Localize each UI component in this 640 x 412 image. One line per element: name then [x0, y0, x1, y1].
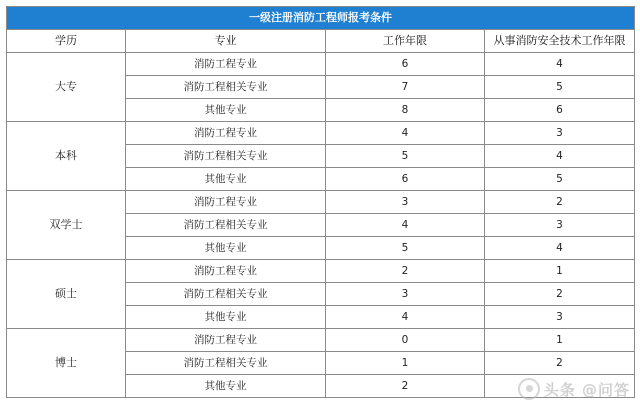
major-cell: 消防工程相关专业 — [126, 76, 326, 99]
table-row — [7, 329, 635, 352]
major-cell: 消防工程专业 — [126, 53, 326, 76]
major-cell: 其他专业 — [126, 99, 326, 122]
education-cell: 博士 — [7, 329, 126, 398]
fire-work-years-cell: 5 — [485, 76, 635, 99]
major-cell: 其他专业 — [126, 306, 326, 329]
work-years-cell: 5 — [326, 145, 485, 168]
major-cell: 消防工程专业 — [126, 191, 326, 214]
major-cell: 消防工程专业 — [126, 329, 326, 352]
work-years-cell: 8 — [326, 99, 485, 122]
fire-work-years-cell: 6 — [485, 99, 635, 122]
fire-work-years-cell: 2 — [485, 283, 635, 306]
fire-work-years-cell: 5 — [485, 168, 635, 191]
major-cell: 消防工程专业 — [126, 260, 326, 283]
work-years-cell: 4 — [326, 214, 485, 237]
fire-work-years-cell: 4 — [485, 145, 635, 168]
major-cell: 消防工程相关专业 — [126, 352, 326, 375]
education-cell: 大专 — [7, 53, 126, 122]
table-row — [7, 260, 635, 283]
work-years-cell: 1 — [326, 352, 485, 375]
major-cell: 其他专业 — [126, 237, 326, 260]
work-years-cell: 3 — [326, 283, 485, 306]
fire-work-years-cell: 3 — [485, 122, 635, 145]
education-cell: 本科 — [7, 122, 126, 191]
fire-work-years-cell: 3 — [485, 214, 635, 237]
work-years-cell: 2 — [326, 375, 485, 398]
work-years-cell: 7 — [326, 76, 485, 99]
major-cell: 消防工程相关专业 — [126, 283, 326, 306]
education-cell: 双学士 — [7, 191, 126, 260]
fire-work-years-cell: 1 — [485, 329, 635, 352]
header-fire-work-years: 从事消防安全技术工作年限 — [485, 30, 635, 53]
header-major: 专业 — [126, 30, 326, 53]
work-years-cell: 0 — [326, 329, 485, 352]
work-years-cell: 3 — [326, 191, 485, 214]
major-cell: 消防工程专业 — [126, 122, 326, 145]
major-cell: 消防工程相关专业 — [126, 145, 326, 168]
major-cell: 其他专业 — [126, 375, 326, 398]
table-body — [7, 53, 635, 398]
fire-work-years-cell — [485, 375, 635, 398]
header-row — [7, 30, 635, 53]
fire-work-years-cell: 4 — [485, 237, 635, 260]
table-row — [7, 122, 635, 145]
work-years-cell: 4 — [326, 122, 485, 145]
work-years-cell: 4 — [326, 306, 485, 329]
education-cell: 硕士 — [7, 260, 126, 329]
major-cell: 消防工程相关专业 — [126, 214, 326, 237]
work-years-cell: 6 — [326, 168, 485, 191]
work-years-cell: 6 — [326, 53, 485, 76]
work-years-cell: 5 — [326, 237, 485, 260]
requirements-table — [6, 6, 635, 398]
header-work-years: 工作年限 — [326, 30, 485, 53]
major-cell: 其他专业 — [126, 168, 326, 191]
table-row — [7, 191, 635, 214]
fire-work-years-cell: 4 — [485, 53, 635, 76]
fire-work-years-cell: 1 — [485, 260, 635, 283]
fire-work-years-cell: 2 — [485, 352, 635, 375]
table-row — [7, 53, 635, 76]
fire-work-years-cell: 2 — [485, 191, 635, 214]
watermark-text: 头条 @问答 — [543, 380, 630, 399]
work-years-cell: 2 — [326, 260, 485, 283]
fire-work-years-cell: 3 — [485, 306, 635, 329]
header-education: 学历 — [7, 30, 126, 53]
table-title: 一级注册消防工程师报考条件 — [7, 7, 635, 30]
